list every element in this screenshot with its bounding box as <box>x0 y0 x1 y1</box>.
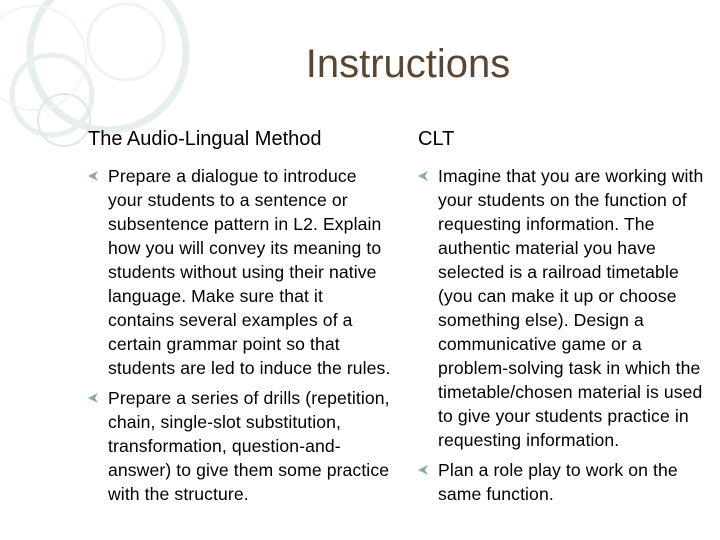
column-clt <box>418 126 713 512</box>
list-item <box>418 458 713 506</box>
bullet-text: Prepare a dialogue to introduce your students to a sentence or subsentence pattern in L2. Explain how you will convey its meaning to students without using their native language. Make sure that it contains several examples of a certain grammar point so that students are led to induce the rules. <box>108 166 391 378</box>
bullet-list <box>418 164 713 506</box>
column-heading: CLT <box>418 128 455 150</box>
bullet-text: Plan a role play to work on the same function. <box>438 460 678 504</box>
column-heading: The Audio-Lingual Method <box>88 128 322 150</box>
bullet-icon <box>88 171 98 181</box>
bullet-text: Prepare a series of drills (repetition, chain, single-slot substitution, transformation, question-and-answer) to give them some practice with the structure. <box>108 388 390 504</box>
list-item <box>88 164 394 380</box>
list-item <box>88 386 394 506</box>
slide-title: Instructions <box>305 42 511 86</box>
column-audio-lingual <box>88 126 394 512</box>
bullet-icon <box>418 171 428 181</box>
list-item <box>418 164 713 452</box>
bullet-text: Imagine that you are working with your students on the function of requesting information. The authentic material you have selected is a railroad timetable (you can make it up or choose something else). Design a communicative game or a problem-solving task in which the timetable/chosen material is used to give your students practice in requesting information. <box>438 166 704 450</box>
bullet-list <box>88 164 394 506</box>
bullet-icon <box>88 393 98 403</box>
bullet-icon <box>418 465 428 475</box>
